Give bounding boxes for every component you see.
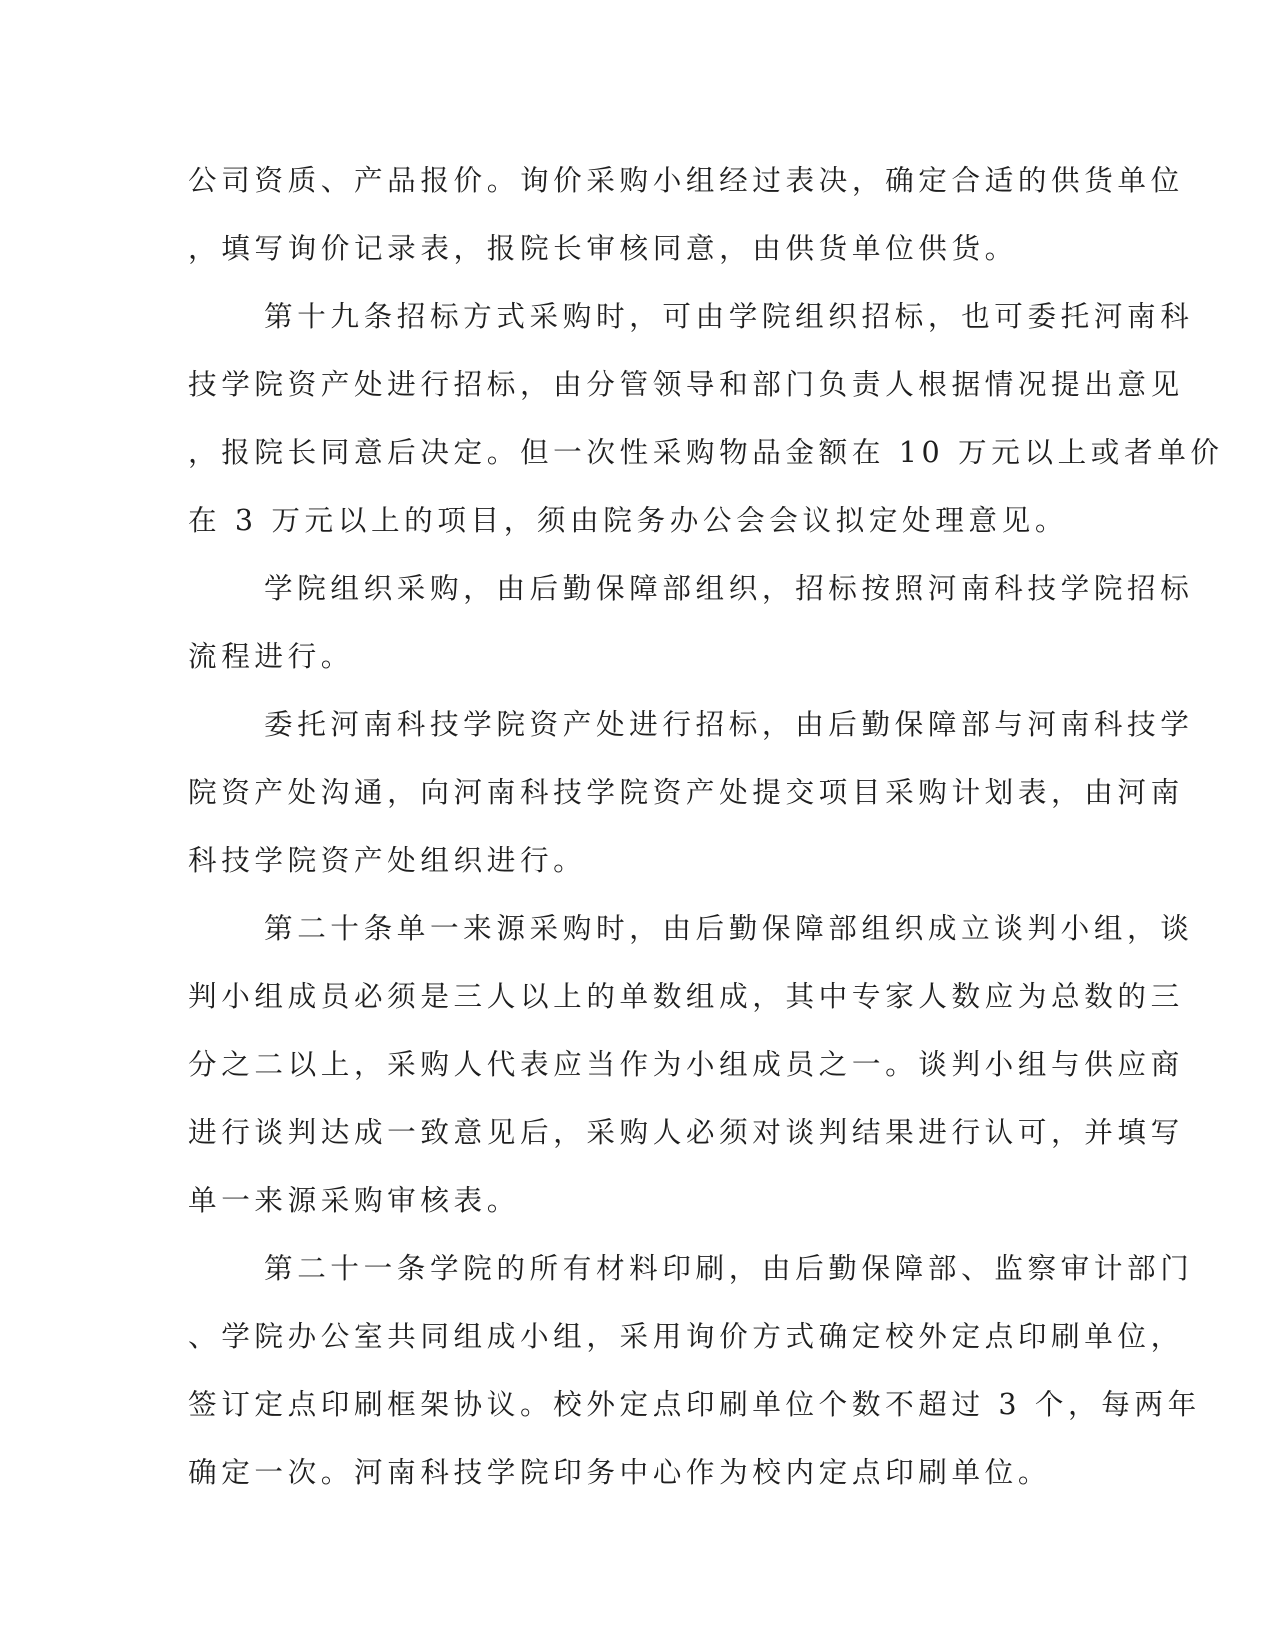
text-line-18: 、学院办公室共同组成小组，采用询价方式确定校外定点印刷单位， (188, 1319, 1184, 1353)
paragraph-entrust-start: 委托河南科技学院资产处进行招标，由后勤保障部与河南科技学 (264, 707, 1194, 741)
text-line-6: 在 3 万元以上的项目，须由院务办公会会议拟定处理意见。 (188, 503, 1069, 537)
text-line-19: 签订定点印刷框架协议。校外定点印刷单位个数不超过 3 个，每两年 (188, 1387, 1201, 1421)
text-line-13: 判小组成员必须是三人以上的单数组成，其中专家人数应为总数的三 (188, 979, 1184, 1013)
text-line-16: 单一来源采购审核表。 (188, 1183, 520, 1217)
text-line-11: 科技学院资产处组织进行。 (188, 843, 587, 877)
text-line-15: 进行谈判达成一致意见后，采购人必须对谈判结果进行认可，并填写 (188, 1115, 1184, 1149)
paragraph-article-20-start: 第二十条单一来源采购时，由后勤保障部组织成立谈判小组，谈 (264, 911, 1194, 945)
text-line-8: 流程进行。 (188, 639, 354, 673)
text-line-1: 公司资质、产品报价。询价采购小组经过表决，确定合适的供货单位 (188, 163, 1184, 197)
text-line-14: 分之二以上，采购人代表应当作为小组成员之一。谈判小组与供应商 (188, 1047, 1184, 1081)
paragraph-article-19-start: 第十九条招标方式采购时，可由学院组织招标，也可委托河南科 (264, 299, 1194, 333)
text-line-10: 院资产处沟通，向河南科技学院资产处提交项目采购计划表，由河南 (188, 775, 1184, 809)
text-line-5: ，报院长同意后决定。但一次性采购物品金额在 10 万元以上或者单价 (188, 435, 1224, 469)
text-line-20: 确定一次。河南科技学院印务中心作为校内定点印刷单位。 (188, 1455, 1052, 1489)
paragraph-college-procurement-start: 学院组织采购，由后勤保障部组织，招标按照河南科技学院招标 (264, 571, 1194, 605)
text-line-4: 技学院资产处进行招标，由分管领导和部门负责人根据情况提出意见 (188, 367, 1184, 401)
paragraph-article-21-start: 第二十一条学院的所有材料印刷，由后勤保障部、监察审计部门 (264, 1251, 1194, 1285)
text-line-2: ，填写询价记录表，报院长审核同意，由供货单位供货。 (188, 231, 1018, 265)
